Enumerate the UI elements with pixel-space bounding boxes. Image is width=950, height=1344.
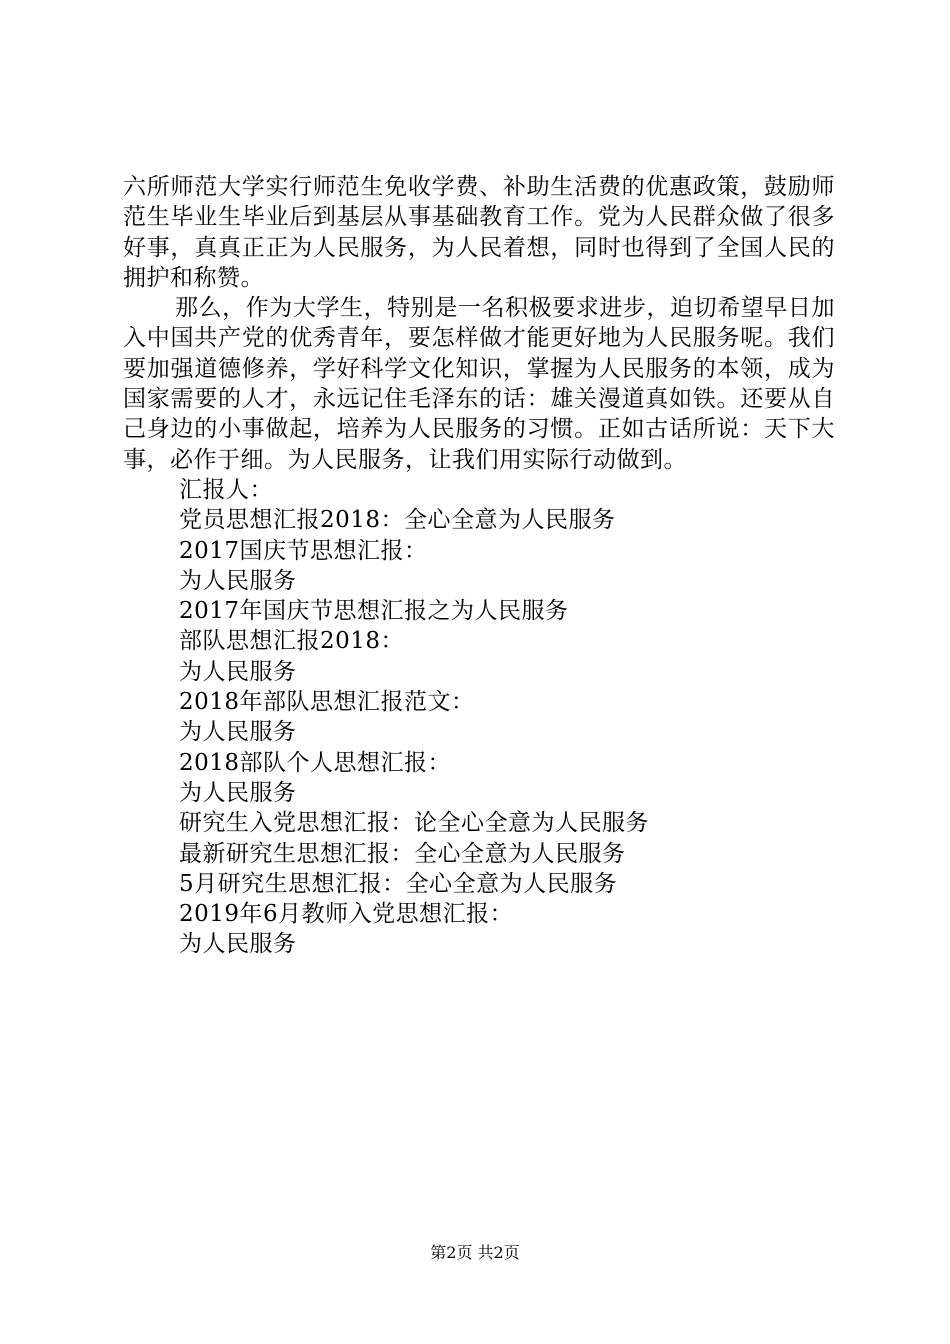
- list-item: 2017年国庆节思想汇报之为人民服务: [179, 598, 569, 625]
- list-item: 党员思想汇报2018：全心全意为人民服务: [179, 507, 616, 534]
- list-item: 研究生入党思想汇报：论全心全意为人民服务: [179, 810, 649, 837]
- document-body: [123, 172, 835, 960]
- list-item: 为人民服务: [179, 779, 297, 806]
- list-item: 为人民服务: [179, 719, 297, 746]
- list-item: 为人民服务: [179, 658, 297, 685]
- list-item: 为人民服务: [179, 567, 297, 594]
- paragraph-2: 那么，作为大学生，特别是一名积极要求进步，迫切希望早日加入中国共产党的优秀青年，要怎样做才能更好地为人民服务呢。我们要加强道德修养，学好科学文化知识，掌握为人民服务的本领，成为国家需要的人才，永远记住毛泽东的话：雄关漫道真如铁。还要从自己身边的小事做起，培养为人民服务的习惯。正如古话所说：天下大事，必作于细。为人民服务，让我们用实际行动做到。: [123, 295, 835, 473]
- list-item: 2018年部队思想汇报范文：: [179, 689, 475, 716]
- list-item: 2017国庆节思想汇报：: [179, 537, 428, 564]
- list-item: 2019年6月教师入党思想汇报：: [179, 901, 514, 928]
- paragraph-1: 六所师范大学实行师范生免收学费、补助生活费的优惠政策，鼓励师范生毕业生毕业后到基层从事基础教育工作。党为人民群众做了很多好事，真真正正为人民服务，为人民着想，同时也得到了全国人民的拥护和称赞。: [123, 174, 835, 291]
- title-list: [123, 475, 835, 960]
- list-item: 2018部队个人思想汇报：: [179, 749, 452, 776]
- list-item: 部队思想汇报2018：: [179, 628, 405, 655]
- list-item: 最新研究生思想汇报：全心全意为人民服务: [179, 840, 626, 867]
- page-footer: 第2页 共2页: [430, 1243, 520, 1262]
- list-item: 为人民服务: [179, 931, 297, 958]
- list-item: 汇报人：: [179, 476, 273, 503]
- list-item: 5月研究生思想汇报：全心全意为人民服务: [179, 870, 618, 897]
